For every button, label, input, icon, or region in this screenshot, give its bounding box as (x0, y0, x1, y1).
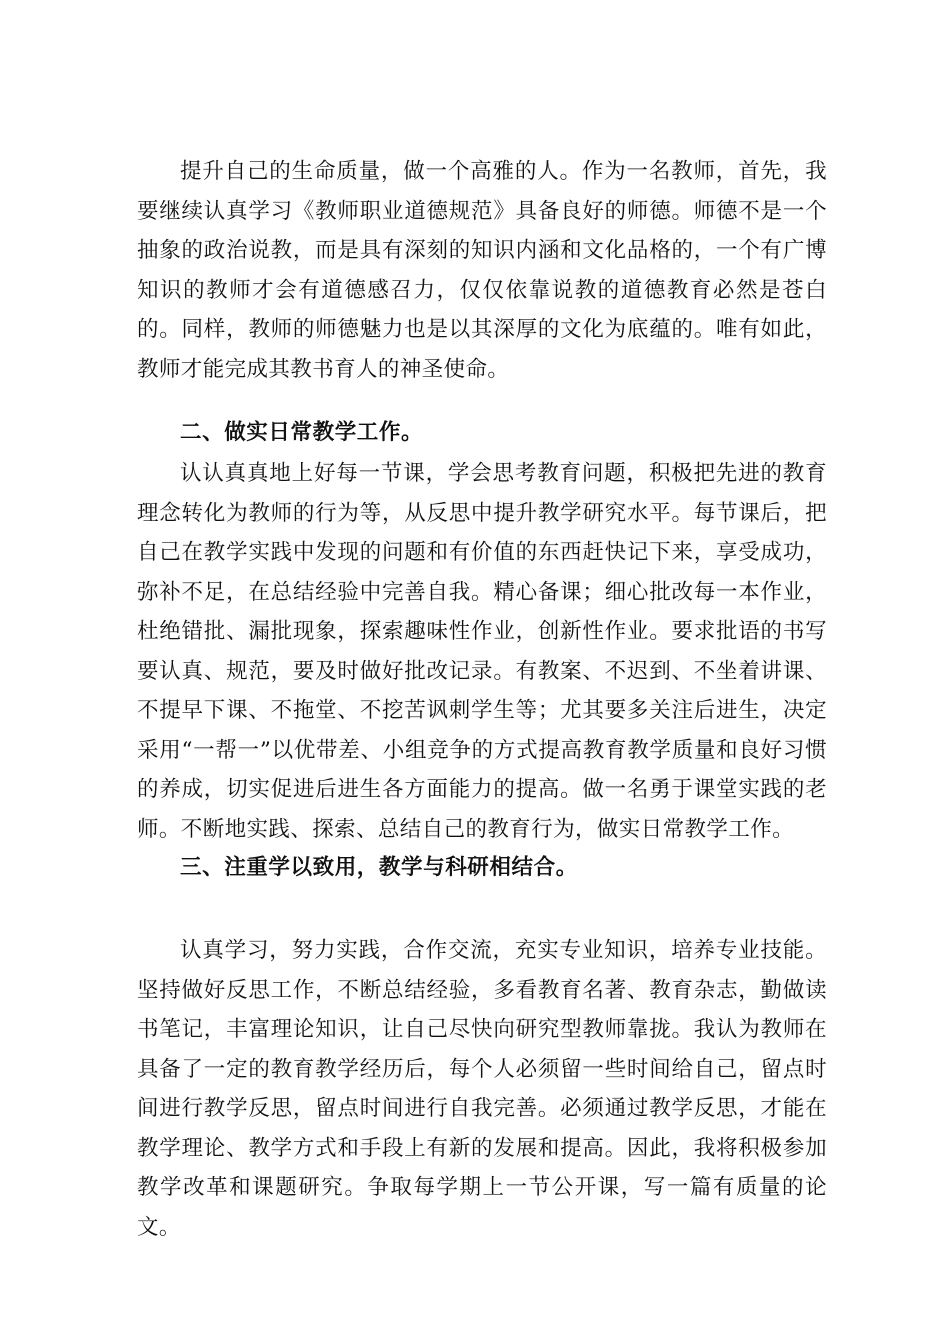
section-2-paragraph: 认认真真地上好每一节课，学会思考教育问题，积极把先进的教育理念转化为教师的行为等，从反思中提升教学研究水平。每节课后，把自己在教学实践中发现的问题和有价值的东西赶快记下来，享受成功，弥补不足，在总结经验中完善自我。精心备课；细心批改每一本作业，杜绝错批、漏批现象，探索趣味性作业，创新性作业。要求批语的书写要认真、规范，要及时做好批改记录。有教案、不迟到、不坐着讲课、不提早下课、不拖堂、不挖苦讽刺学生等；尤其要多关注后进生，决定采用“一帮一”以优带差、小组竞争的方式提高教育教学质量和良好习惯的养成，切实促进后进生各方面能力的提高。做一名勇于课堂实践的老师。不断地实践、探索、总结自己的教育行为，做实日常教学工作。 (137, 461, 827, 842)
intro-paragraph: 提升自己的生命质量，做一个高雅的人。作为一名教师，首先，我要继续认真学习《教师职业道德规范》具备良好的师德。师德不是一个抽象的政治说教，而是具有深刻的知识内涵和文化品格的，一个有广博知识的教师才会有道德感召力，仅仅依靠说教的道德教育必然是苍白的。同样，教师的师德魅力也是以其深厚的文化为底蕴的。唯有如此，教师才能完成其教书育人的神圣使命。 (137, 159, 827, 382)
section-3-paragraph: 认真学习，努力实践，合作交流，充实专业知识，培养专业技能。坚持做好反思工作，不断总结经验，多看教育名著、教育杂志，勤做读书笔记，丰富理论知识，让自己尽快向研究型教师靠拢。我认为教师在具备了一定的教育教学经历后，每个人必须留一些时间给自己，留点时间进行教学反思，留点时间进行自我完善。必须通过教学反思，才能在教学理论、教学方式和手段上有新的发展和提高。因此，我将积极参加教学改革和课题研究。争取每学期上一节公开课，写一篇有质量的论文。 (137, 938, 827, 1240)
section-heading-2: 二、做实日常教学工作。 (180, 420, 424, 445)
section-heading-3: 三、注重学以致用，教学与科研相结合。 (180, 855, 578, 880)
